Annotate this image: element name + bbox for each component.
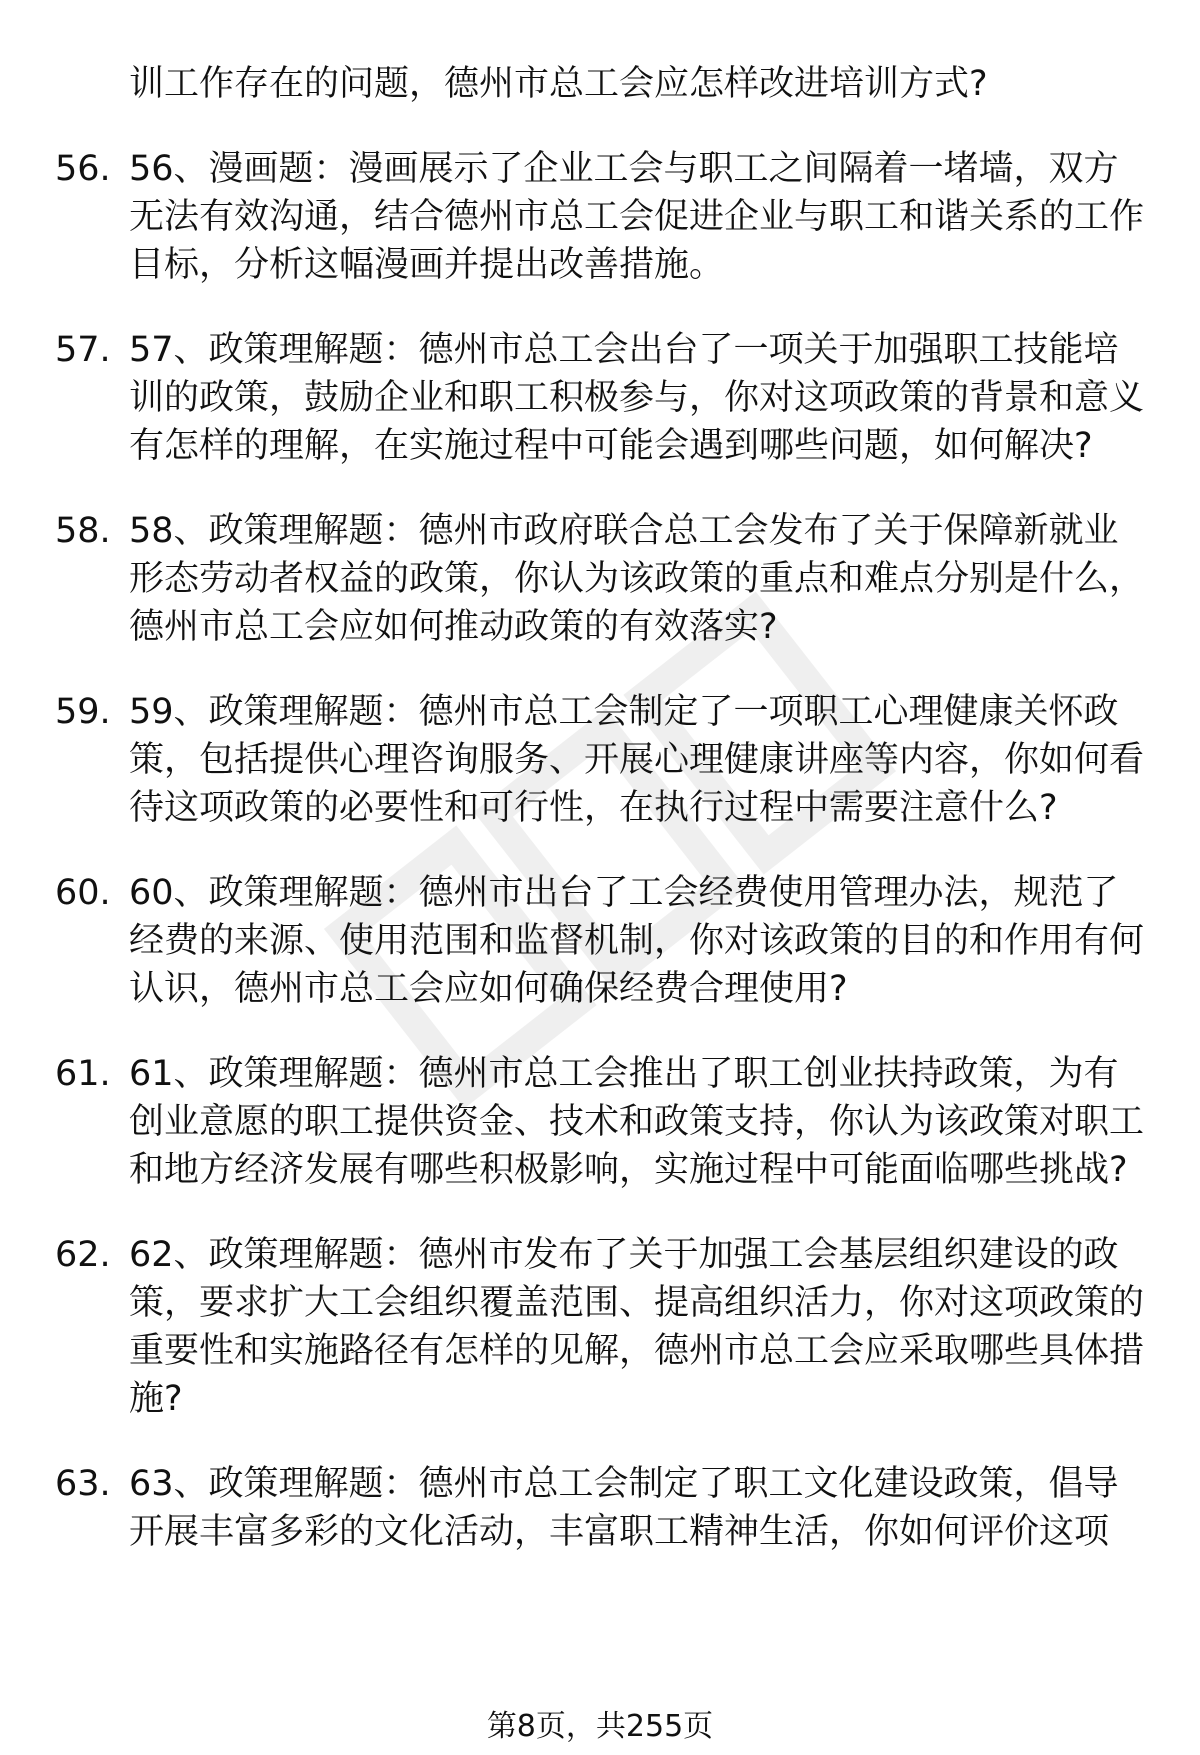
question-number: 57. — [55, 330, 111, 370]
question-item — [0, 1460, 1200, 1556]
question-text: 59、政策理解题：德州市总工会制定了一项职工心理健康关怀政策，包括提供心理咨询服务、开展心理健康讲座等内容，你如何看待这项政策的必要性和可行性，在执行过程中需要注意什么? — [129, 692, 1145, 828]
question-item — [0, 869, 1200, 1013]
question-text: 63、政策理解题：德州市总工会制定了职工文化建设政策，倡导开展丰富多彩的文化活动，丰富职工精神生活，你如何评价这项 — [129, 1464, 1119, 1552]
question-number: 59. — [55, 692, 111, 732]
question-item — [0, 688, 1200, 832]
question-item — [0, 1050, 1200, 1194]
question-text: 57、政策理解题：德州市总工会出台了一项关于加强职工技能培训的政策，鼓励企业和职工积极参与，你对这项政策的背景和意义有怎样的理解，在实施过程中可能会遇到哪些问题，如何解决? — [129, 330, 1145, 466]
question-text: 61、政策理解题：德州市总工会推出了职工创业扶持政策，为有创业意愿的职工提供资金、技术和政策支持，你认为该政策对职工和地方经济发展有哪些积极影响，实施过程中可能面临哪些挑战? — [129, 1054, 1145, 1190]
question-text: 56、漫画题：漫画展示了企业工会与职工之间隔着一堵墙，双方无法有效沟通，结合德州市总工会促进企业与职工和谐关系的工作目标，分析这幅漫画并提出改善措施。 — [129, 149, 1145, 285]
question-text: 62、政策理解题：德州市发布了关于加强工会基层组织建设的政策，要求扩大工会组织覆盖范围、提高组织活力，你对这项政策的重要性和实施路径有怎样的见解，德州市总工会应采取哪些具体措施? — [129, 1235, 1145, 1419]
question-number: 58. — [55, 511, 111, 551]
question-number: 61. — [55, 1054, 111, 1094]
question-item — [0, 1231, 1200, 1423]
question-text: 58、政策理解题：德州市政府联合总工会发布了关于保障新就业形态劳动者权益的政策，你认为该政策的重点和难点分别是什么，德州市总工会应如何推动政策的有效落实? — [129, 511, 1145, 647]
question-number: 62. — [55, 1235, 111, 1275]
question-item — [0, 507, 1200, 651]
question-list — [0, 145, 1200, 1593]
question-item — [0, 326, 1200, 470]
question-number: 56. — [55, 149, 111, 189]
question-number: 60. — [55, 873, 111, 913]
question-text: 60、政策理解题：德州市出台了工会经费使用管理办法，规范了经费的来源、使用范围和监督机制，你对该政策的目的和作用有何认识，德州市总工会应如何确保经费合理使用? — [129, 873, 1145, 1009]
question-item — [0, 145, 1200, 289]
page-footer: 第8页，共255页 — [486, 1709, 714, 1744]
question-number: 63. — [55, 1464, 111, 1504]
continuation-text: 训工作存在的问题，德州市总工会应怎样改进培训方式? — [129, 64, 988, 104]
